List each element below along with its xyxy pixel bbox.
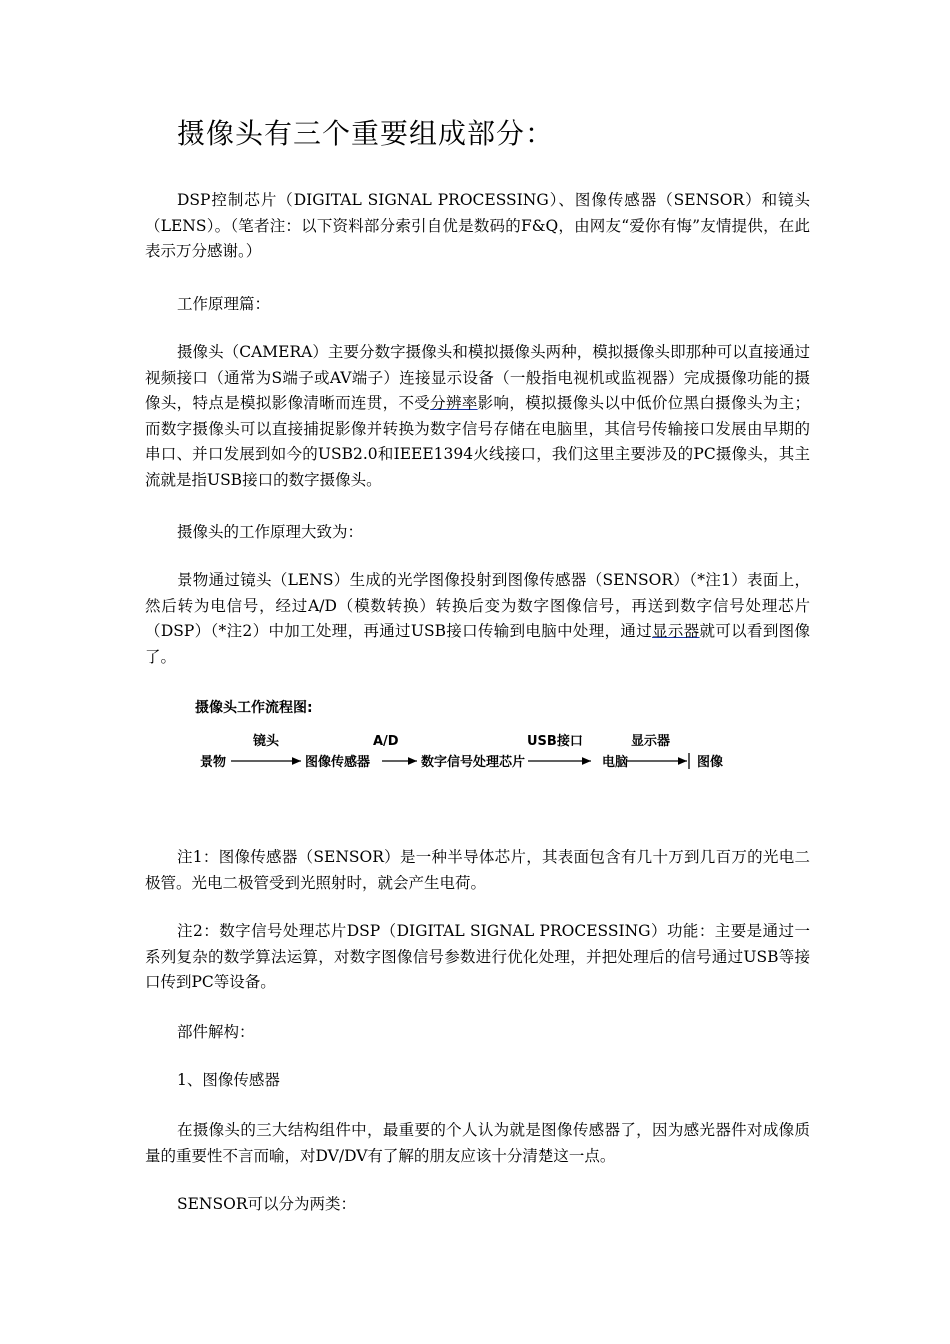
workflow-diagram	[145, 690, 810, 780]
edge-label-usb: USB接口	[527, 734, 583, 749]
diagram-caption: 摄像头工作流程图:	[195, 700, 313, 716]
node-computer: 电脑	[602, 755, 629, 770]
intro-paragraph: DSP控制芯片（DIGITAL SIGNAL PROCESSING）、图像传感器（SENSOR）和镜头（LENS）。（笔者注：以下资料部分索引自优是数码的F&Q，由网友“爱你有悔”友情提供，在此表示万分感谢。）	[145, 191, 810, 260]
section-heading-principle: 工作原理篇：	[177, 295, 271, 313]
edge-label-lens: 镜头	[253, 734, 280, 749]
sensor-paragraph: 在摄像头的三大结构组件中，最重要的个人认为就是图像传感器了，因为感光器件对成像质量的重要性不言而喻，对DV/DV有了解的朋友应该十分清楚这一点。	[145, 1121, 810, 1165]
principle-text-before: 景物通过镜头（LENS）生成的光学图像投射到图像传感器（SENSOR）（*注1）表面上，然后转为电信号，经过A/D（模数转换）转换后变为数字图像信号，再送到数字信号处理芯片（DSP）（*注2）中加工处理，再通过USB接口传输到电脑中处理，通过	[145, 571, 810, 640]
sensor-types-paragraph: SENSOR可以分为两类：	[177, 1195, 356, 1213]
camera-types-text-before: 摄像头（CAMERA）主要分数字摄像头和模拟摄像头两种，模拟摄像头即那种可以直接通过视频接口（通常为S端子或AV端子）连接显示设备（一般指电视机或监视器）完成摄像功能的摄像头，特点是模拟影像清晰而连贯，不受	[145, 343, 810, 412]
page-title: 摄像头有三个重要组成部分：	[177, 117, 555, 150]
resolution-link[interactable]: 分辨率	[430, 394, 478, 412]
edge-label-display: 显示器	[631, 734, 671, 749]
principle-text-after: 就可以看到图像了。	[145, 622, 810, 666]
camera-types-paragraph	[145, 340, 810, 493]
node-dsp: 数字信号处理芯片	[421, 755, 526, 770]
principle-intro-paragraph: 摄像头的工作原理大致为：	[177, 523, 364, 541]
principle-paragraph	[145, 568, 810, 670]
monitor-link[interactable]: 显示器	[652, 622, 700, 640]
node-image: 图像	[697, 755, 724, 770]
item-image-sensor: 1、图像传感器	[177, 1071, 280, 1089]
note-1: 注1：图像传感器（SENSOR）是一种半导体芯片，其表面包含有几十万到几百万的光电二极管。光电二极管受到光照射时，就会产生电荷。	[145, 848, 810, 892]
node-scene: 景物	[200, 755, 227, 770]
node-sensor: 图像传感器	[305, 755, 371, 770]
camera-types-text-after: 影响，模拟摄像头以中低价位黑白摄像头为主；而数字摄像头可以直接捕捉影像并转换为数字信号存储在电脑里，其信号传输接口发展由早期的串口、并口发展到如今的USB2.0和IEEE1394火线接口，我们这里主要涉及的PC摄像头，其主流就是指USB接口的数字摄像头。	[145, 394, 810, 489]
workflow-diagram-svg	[145, 690, 810, 780]
section-heading-parts: 部件解构：	[177, 1023, 255, 1041]
edge-label-ad: A/D	[373, 734, 399, 749]
note-2: 注2：数字信号处理芯片DSP（DIGITAL SIGNAL PROCESSING）功能：主要是通过一系列复杂的数学算法运算，对数字图像信号参数进行优化处理，并把处理后的信号通过USB等接口传到PC等设备。	[145, 922, 810, 991]
